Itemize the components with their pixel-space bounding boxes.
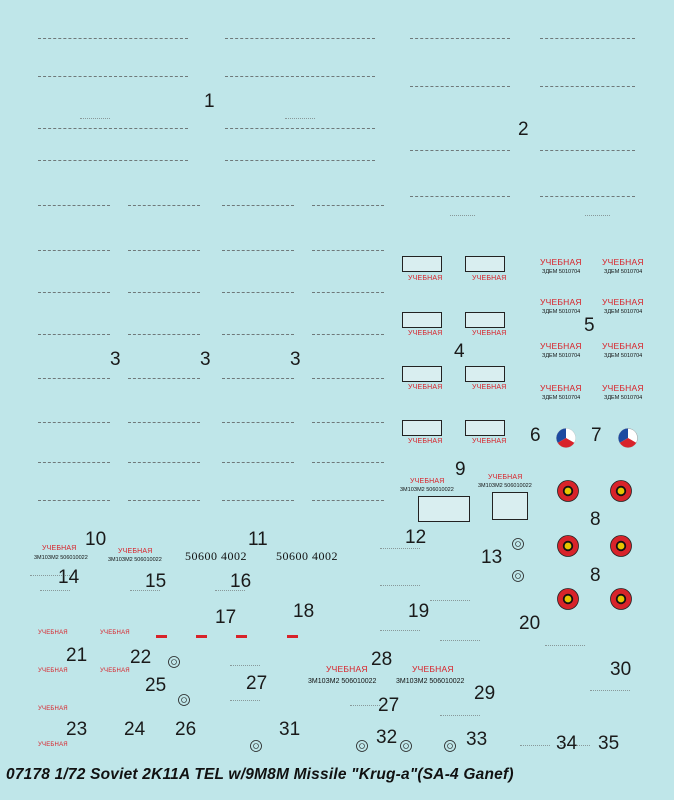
training-label: УЧЕБНАЯ	[540, 257, 582, 267]
sheet-title: 07178 1/72 Soviet 2K11A TEL w/9M8M Missile "Krug-a"(SA-4 Ganef)	[6, 766, 514, 783]
decal-number: 23	[66, 719, 88, 740]
decal-number: 24	[124, 719, 146, 740]
decal-number: 10	[85, 529, 107, 550]
training-label: УЧЕБНАЯ	[408, 384, 443, 391]
serial-label: 3М10ЗМ2 506010022	[34, 555, 88, 561]
decal-number: 27	[378, 695, 400, 716]
red-mark	[156, 635, 167, 638]
decal-number: 21	[66, 645, 88, 666]
national-emblem-icon	[557, 588, 579, 610]
training-label: УЧЕБНАЯ	[408, 438, 443, 445]
decal-number: 9	[455, 459, 466, 480]
seal-icon	[512, 570, 524, 582]
decal-number: 8	[590, 565, 601, 586]
decal-number: 18	[293, 601, 315, 622]
seal-icon	[444, 740, 456, 752]
training-label: УЧЕБНАЯ	[326, 664, 368, 674]
decal-number: 8	[590, 509, 601, 530]
national-emblem-icon	[610, 535, 632, 557]
decal-number: 20	[519, 613, 541, 634]
seal-icon	[168, 656, 180, 668]
training-label: УЧЕБНАЯ	[100, 630, 130, 636]
serial-label: ЗДЕМ 5010704	[542, 353, 581, 359]
decal-number: 35	[598, 733, 620, 754]
training-label: УЧЕБНАЯ	[408, 275, 443, 282]
decal-number: 16	[230, 571, 252, 592]
seal-icon	[400, 740, 412, 752]
serial-label: 3М10ЗМ2 506010022	[396, 678, 465, 685]
czech-roundel-icon	[618, 428, 638, 448]
serial-label: ЗДЕМ 5010704	[542, 269, 581, 275]
serial-label: ЗДЕМ 5010704	[542, 395, 581, 401]
training-label: УЧЕБНАЯ	[410, 478, 445, 485]
training-label: УЧЕБНАЯ	[42, 545, 77, 552]
training-label: УЧЕБНАЯ	[488, 474, 523, 481]
serial-label: 3М10ЗМ2 506010022	[478, 483, 532, 489]
decal-number: 22	[130, 647, 152, 668]
seal-icon	[356, 740, 368, 752]
training-label: УЧЕБНАЯ	[38, 668, 68, 674]
training-label: УЧЕБНАЯ	[540, 383, 582, 393]
training-label: УЧЕБНАЯ	[472, 330, 507, 337]
national-emblem-icon	[610, 480, 632, 502]
training-label: УЧЕБНАЯ	[408, 330, 443, 337]
decal-number: 7	[591, 425, 602, 446]
training-label: УЧЕБНАЯ	[602, 257, 644, 267]
decal-number: 3	[110, 349, 121, 370]
training-label: УЧЕБНАЯ	[100, 668, 130, 674]
decal-number: 32	[376, 727, 398, 748]
serial-label: 3М10ЗМ2 506010022	[400, 487, 454, 493]
decal-number: 26	[175, 719, 197, 740]
serial-label: ЗДЕМ 5010704	[542, 309, 581, 315]
red-mark	[287, 635, 298, 638]
training-label: УЧЕБНАЯ	[540, 297, 582, 307]
serial-label: ЗДЕМ 5010704	[604, 395, 643, 401]
serial-label: ЗДЕМ 5010704	[604, 353, 643, 359]
training-label: УЧЕБНАЯ	[602, 341, 644, 351]
training-label: УЧЕБНАЯ	[602, 383, 644, 393]
decal-number: 4	[454, 341, 465, 362]
decal-number: 31	[279, 719, 301, 740]
national-emblem-icon	[557, 480, 579, 502]
decal-number: 29	[474, 683, 496, 704]
decal-number: 2	[518, 119, 529, 140]
decal-number: 6	[530, 425, 541, 446]
czech-roundel-icon	[556, 428, 576, 448]
decal-number: 14	[58, 567, 80, 588]
decal-number: 30	[610, 659, 632, 680]
decal-number: 13	[481, 547, 503, 568]
serial-label: 3М10ЗМ2 506010022	[108, 557, 162, 563]
vehicle-code: 50600 4002	[185, 549, 247, 563]
red-mark	[236, 635, 247, 638]
decal-number: 34	[556, 733, 578, 754]
seal-icon	[250, 740, 262, 752]
decal-number: 1	[204, 91, 215, 112]
seal-icon	[178, 694, 190, 706]
decal-number: 28	[371, 649, 393, 670]
decal-number: 17	[215, 607, 237, 628]
training-label: УЧЕБНАЯ	[472, 438, 507, 445]
training-label: УЧЕБНАЯ	[472, 384, 507, 391]
training-label: УЧЕБНАЯ	[472, 275, 507, 282]
decal-number: 5	[584, 315, 595, 336]
decal-number: 25	[145, 675, 167, 696]
decal-number: 27	[246, 673, 268, 694]
decal-number: 19	[408, 601, 430, 622]
serial-label: 3М10ЗМ2 506010022	[308, 678, 377, 685]
training-label: УЧЕБНАЯ	[38, 706, 68, 712]
training-label: УЧЕБНАЯ	[602, 297, 644, 307]
training-label: УЧЕБНАЯ	[38, 742, 68, 748]
national-emblem-icon	[557, 535, 579, 557]
decal-number: 15	[145, 571, 167, 592]
training-label: УЧЕБНАЯ	[118, 548, 153, 555]
training-label: УЧЕБНАЯ	[540, 341, 582, 351]
decal-number: 11	[248, 529, 268, 550]
red-mark	[196, 635, 207, 638]
decal-number: 3	[200, 349, 211, 370]
training-label: УЧЕБНАЯ	[38, 630, 68, 636]
decal-number: 33	[466, 729, 488, 750]
training-label: УЧЕБНАЯ	[412, 664, 454, 674]
serial-label: ЗДЕМ 5010704	[604, 269, 643, 275]
serial-label: ЗДЕМ 5010704	[604, 309, 643, 315]
national-emblem-icon	[610, 588, 632, 610]
decal-number: 12	[405, 527, 427, 548]
vehicle-code: 50600 4002	[276, 549, 338, 563]
decal-number: 3	[290, 349, 301, 370]
seal-icon	[512, 538, 524, 550]
